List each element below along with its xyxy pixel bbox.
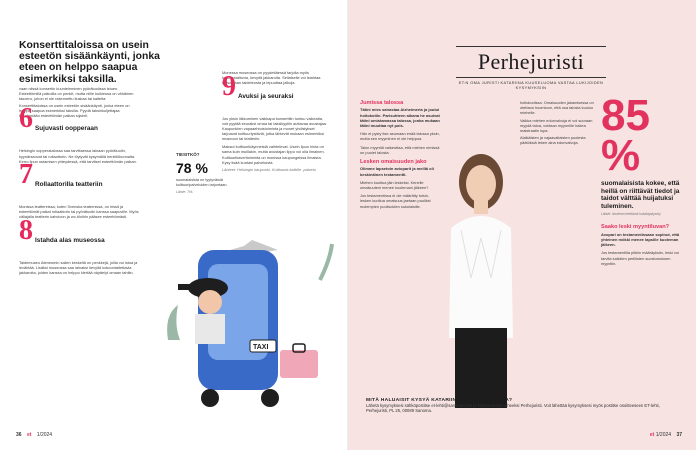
section-text: Taidemuseo Ateneumin salien keskellä on penkkejä, joilla voi istua ja levähtää. Lisäksi museossa saa lainaksi kevyitä kokoontaitettavia jakkaroita, joiden kanssa on helppo kiertää näyttelyt omaan tahtiin. <box>19 259 138 276</box>
intro-column <box>19 86 141 275</box>
column-paragraph: Maksut kulttuurikäynneistä vaihtelevat. Usein lipun hinta on sama kuin muillakin, mutta avustajan lippu voi olla ilmainen. <box>222 143 325 154</box>
issue-number: 1/2024 <box>36 432 53 438</box>
magazine-name: et <box>649 432 655 438</box>
intro-paragraph: Konserttitaloissa on usein esteetön sisäänkäynti, jonka eteen on helppo saapua esimerkiksi taksilla. Pyydä taksinkuljettajaa kyselemään esteettömän paikan sijainti. <box>19 102 130 119</box>
qa-column-middle <box>520 100 598 148</box>
question-heading: Lesken omaisuuden jako <box>360 159 427 166</box>
issue-number: 1/2024 <box>655 432 672 438</box>
column-masthead <box>456 44 606 90</box>
contact-footer <box>366 398 678 422</box>
fact-label: TIESITKÖ? <box>176 152 200 157</box>
section-text: Helsingin oopperatalossa saa tarvittaessa lainaan pyörätuolin, kyynärsauvat tai rollaattorin. Ne löytyvät kysymällä henkilökunnalta. Kerro lipun ostamisen yhteydessä, että tarvitset esteettömän paikan. <box>19 148 137 164</box>
answer-text: Miehen kuoltua jäin leskeksi. Kenelle omaisuuteni menee kuolemani jälkeen? <box>360 179 429 191</box>
section-number: 7 <box>19 159 33 191</box>
column-subtitle: ET:N OMA JURISTI KATARIINA KUUSELUOMA VASTAA LUKIJOIDEN KYSYMYKSIIN <box>458 80 604 90</box>
suitcase-icon <box>280 344 318 378</box>
question-text: Tätini mies sairastaa Alzheimeria ja joutui hoitokotiin. Parisuhteen aikana he asuivat tätini omistamassa talossa, jonka mukaan tätini muuttaa nyt pois. <box>360 107 440 129</box>
answer-text: Jos testamentilla pitkiin määräyksiin, leski voi tarvita kaikkien perillisten suostumuksen myyntiin. <box>601 250 679 266</box>
question-text: Olimme lapsetoin avioparit ja meillä oli keskinäinen testamentti. <box>360 166 434 177</box>
section-title: Sujuvasti oopperaan <box>35 125 98 133</box>
answer-text: Vaikka miehen edunvalvoja ei voi suoraan myydä taloa, voidaan myynnille hakea maistraatin lupa. <box>520 117 593 134</box>
plant-icon <box>167 305 180 340</box>
plant-icon <box>320 244 332 280</box>
column-title: Perhejuristi <box>477 49 585 74</box>
question-heading: Saako leski myyntiluvan? <box>601 224 670 231</box>
page-folio-right <box>646 432 682 438</box>
fact-number: 78 % <box>176 160 208 176</box>
source-note: Lähteet: Helsingin kaupunki, Kulttuuria kaikille -palvelu <box>222 166 316 172</box>
illustration-taxi-travel <box>160 220 336 420</box>
answer-text: Talon myyntiä vaikeuttaa, että miehen nimissä on puolet talosta. <box>360 144 440 155</box>
intro-paragraph: vaan niissä konsertin kuunteleminen pyörätuolissa istuen. Esteettömillä paikoilla on penkit, mutta niille kulkiessa on vähäinen tasoero, johon ei ole rakennettu liuskaa tai kaiteita. <box>19 86 134 102</box>
big-stat-text: suomalaisista kokee, että heillä on riittävät tiedot ja taidot välttää huijatuksi tuleminen. <box>601 180 680 210</box>
pull-headline: Konserttitaloissa on usein esteetön sisäänkäynti, jonka eteen on helppo saapua esimerkiksi taksilla. <box>19 40 160 85</box>
qa-column-right <box>601 91 685 269</box>
page-number: 36 <box>16 432 22 438</box>
answer-text: Alaikäisten ja vajaavaltaisten puolesta päätöksiä tekee aina edunvalvoja. <box>520 135 586 146</box>
section-number: 9 <box>222 70 236 102</box>
section-7 <box>19 159 141 220</box>
section-text: Monissa teattereissa, kuten Svenska teaternissa, on hissit ja esteettömät paikat rollaattorin tai pyörätuolin kanssa saapuville. Myös väliajalla teatterin kahvioon ja wc-tiloihin pääsee esteettömästi. <box>19 204 139 220</box>
fact-text: suomalaisista on tyytyväisiä kulttuuripalveluiden tarjontaan. <box>176 178 228 187</box>
magazine-name: et <box>26 432 32 438</box>
answer-text: hoitokodissa. Omaisuuden jakamisessa on otettava huomioon, että osa talosta kuuluu miehelle. <box>520 100 594 116</box>
column-paragraph: Kulttuurikaveritoiminta on monissa kaupungeissa ilmaista. Kysy lisää kuntasi palveluista. <box>222 155 322 166</box>
right-page <box>348 0 696 450</box>
fact-source: Lähde: THL <box>176 190 194 195</box>
answer-text: Jos testamentissa ei ole määrätty toisin, lesken kuoltua omaisuus jaetaan puoliksi molempien puolisoiden sukulaisille. <box>360 193 431 209</box>
wheel-icon <box>261 389 279 407</box>
big-stat-source: Lähde: Nordean teettämä kuluttajakysely <box>601 212 661 217</box>
footer-title: MITÄ HALUAISIT KYSYÄ KATARIINALTA LAKIASIOISTA? <box>366 398 513 403</box>
page-number: 37 <box>676 432 682 438</box>
footer-text: Lähetä kysymyksesi sähköpostitse et-lehti@sanoma.com ja kirjoita viestin aiheeksi Perhejuristi. Voit lähettää kysymyksesi myös postitse osoitteeseen ET-lehti, Perhejuristi, PL 25, 00089 Sanoma. <box>366 403 660 414</box>
section-title: Istahda alas museossa <box>35 236 105 244</box>
section-title: Avuksi ja seuraksi <box>238 92 294 100</box>
question-text: Avopari on testamentissaan sopinut, että yhteinen mökki menee lapsille kuoleman jälkeen. <box>601 231 680 248</box>
answer-text: Hän ei pysty itse asumaan enää talossa yksin, mutta sen myyminen ei ole helppoa. <box>360 131 440 142</box>
fact-box <box>176 152 229 194</box>
section-number: 8 <box>19 214 33 246</box>
question-heading: Jumissa talossa <box>360 100 404 106</box>
section-8 <box>19 214 141 276</box>
column-paragraph: Monessa museossa on pyydettäessä tarjolla myös kokoontaittuvia, kevyitä jakkaroita. Sellaiselle voi istahtaa katsomaan taideteosta ja lepuuttaa jalkoja. <box>222 70 321 86</box>
big-stat-number: 85 % <box>601 91 650 180</box>
svg-text:TAXI: TAXI <box>253 344 269 351</box>
page-folio-left <box>16 432 52 438</box>
upper-right-column <box>222 70 328 173</box>
section-text: Jos yksin liikkuminen vaikkapa konserttiin tuntuu vaikealta, voit pyytää seuraksi omaa tai taksikyytiin auttavaa avustajaa. Kaupunkien vapaaehtoistoiminta ja monet yhdistykset tarjoavat kulttuuriystäviä, jotka lähtevät mukaan esimerkiksi museoon tai teatteriin. <box>222 115 327 142</box>
qa-column-left <box>360 100 441 212</box>
portrait-photo <box>441 138 519 408</box>
section-title: Rollaattorilla teatteriin <box>35 181 103 189</box>
section-number: 6 <box>19 103 33 135</box>
wheel-icon <box>201 389 219 407</box>
